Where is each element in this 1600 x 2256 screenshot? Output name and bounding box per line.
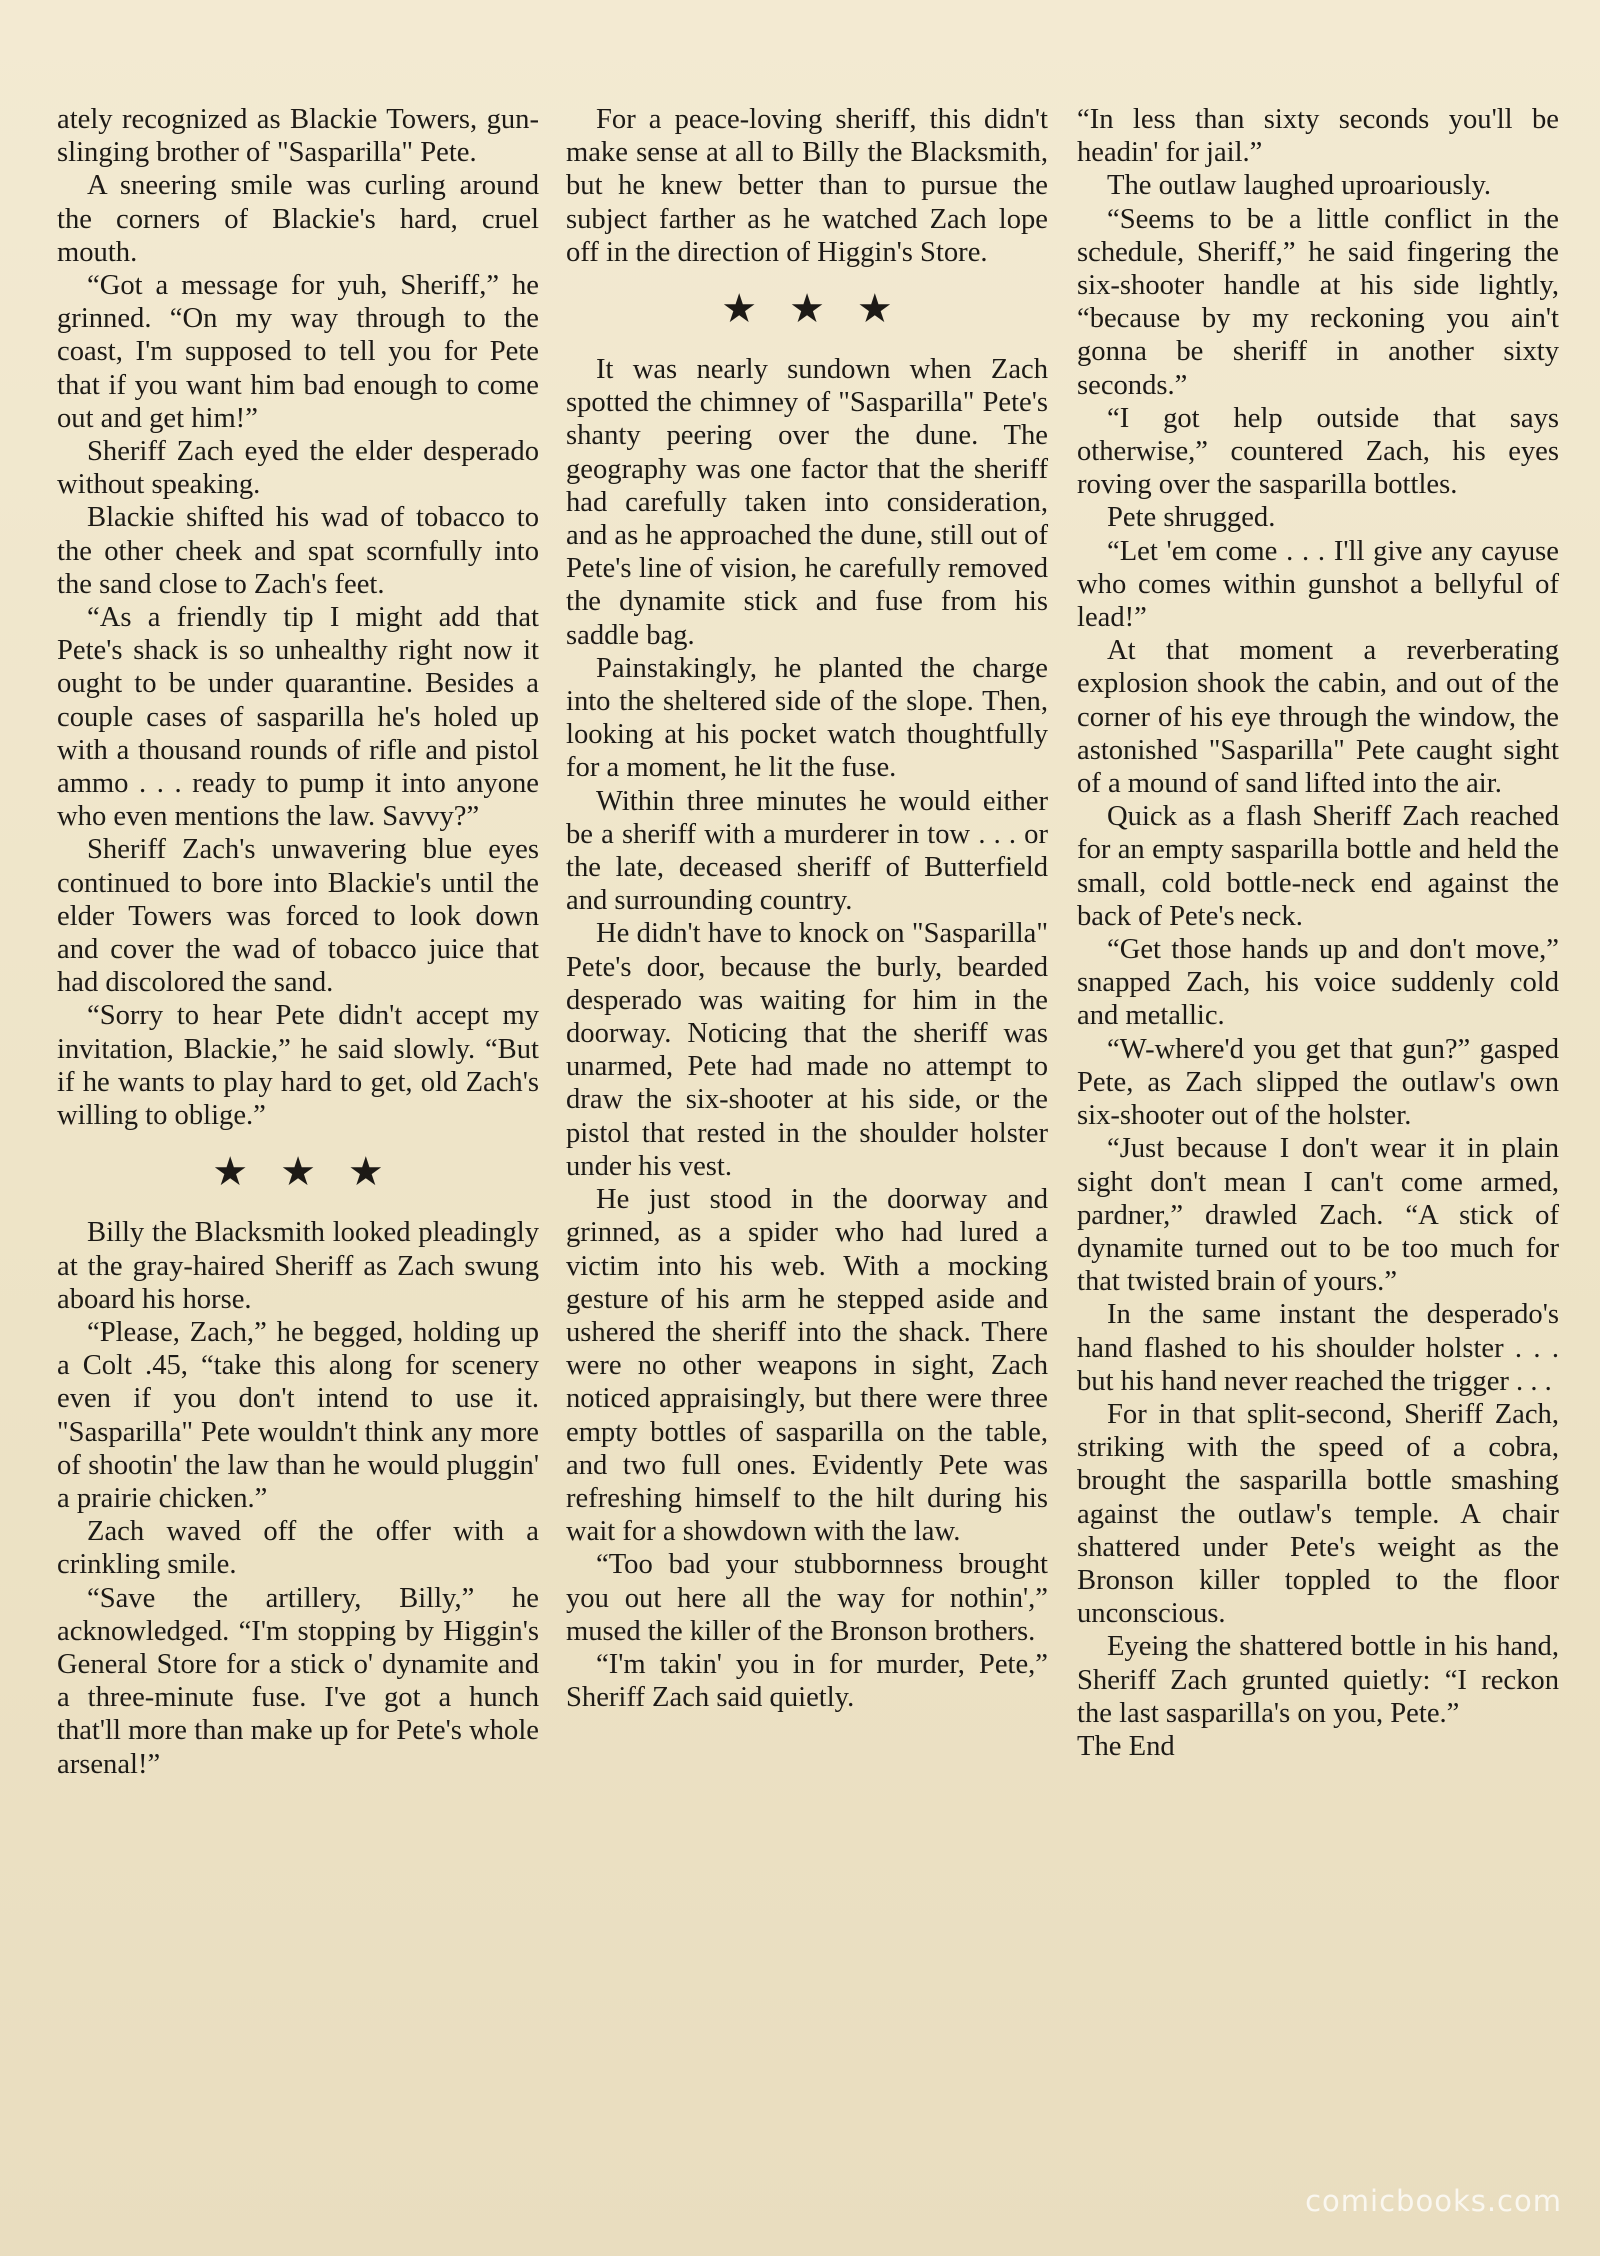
text-column-1 [57, 103, 539, 1781]
paragraph: “Too bad your stubbornness brought you out here all the way for nothin',” mused the killer of the Bronson brothers. [566, 1549, 1048, 1647]
paragraph: At that moment a reverberating explosion shook the cabin, and out of the corner of his eye through the window, the astonished "Sasparilla" Pete caught sight of a mound of sand lifted into the air. [1077, 635, 1559, 800]
paragraph: The outlaw laughed uproariously. [1107, 170, 1492, 202]
paragraph: “I'm takin' you in for murder, Pete,” Sheriff Zach said quietly. [566, 1648, 1048, 1714]
section-break-stars [566, 286, 1048, 333]
paragraph: Within three minutes he would either be a sheriff with a murderer in tow . . . or the late, deceased sheriff of Butterfield and surrounding country. [566, 785, 1048, 917]
paragraph: He just stood in the doorway and grinned, as a spider who had lured a victim into his web. With a mocking gesture of his arm he stepped aside and ushered the sheriff into the shack. There were no other weapons in sight, Zach noticed appraisingly, but there were three empty bottles of sasparilla on the table, and two full ones. Evidently Pete was refreshing himself to the hilt during his wait for a showdown with the law. [566, 1184, 1048, 1548]
paragraph: “In less than sixty seconds you'll be headin' for jail.” [1077, 104, 1559, 169]
star-icon: ★ [721, 286, 758, 333]
paragraph: ately recognized as Blackie Towers, gun-slinging brother of "Sasparilla" Pete. [57, 104, 539, 169]
paragraph: A sneering smile was curling around the corners of Blackie's hard, cruel mouth. [57, 170, 539, 268]
text-column-3 [1077, 103, 1559, 1763]
paragraph: In the same instant the desperado's hand flashed to his shoulder holster . . . but his hand never reached the trigger . . . [1077, 1299, 1559, 1397]
paragraph: Eyeing the shattered bottle in his hand, Sheriff Zach grunted quietly: “I reckon the last sasparilla's on you, Pete.” [1077, 1631, 1559, 1729]
paragraph: “Please, Zach,” he begged, holding up a Colt .45, “take this along for scenery even if you don't intend to use it. "Sasparilla" Pete wouldn't think any more of shootin' the law than he would pluggin' a prairie chicken.” [57, 1316, 539, 1514]
paragraph: “Let 'em come . . . I'll give any cayuse who comes within gunshot a bellyful of lead!” [1077, 535, 1559, 634]
paragraph: “Seems to be a little conflict in the schedule, Sheriff,” he said fingering the six-shooter handle at his side lightly, “because by my reckoning you ain't gonna be sheriff in another sixty seconds.” [1077, 203, 1559, 401]
text-column-2 [566, 103, 1048, 1714]
paragraph: “Got a message for yuh, Sheriff,” he grinned. “On my way through to the coast, I'm supposed to tell you for Pete that if you want him bad enough to come out and get him!” [57, 270, 539, 434]
paragraph: Painstakingly, he planted the charge into the sheltered side of the slope. Then, looking at his pocket watch thoughtfully for a moment, he lit the fuse. [566, 652, 1048, 784]
paragraph: For a peace-loving sheriff, this didn't make sense at all to Billy the Blacksmith, but he knew better than to pursue the subject farther as he watched Zach lope off in the direction of Higgin's Store. [566, 104, 1048, 268]
paragraph: Pete shrugged. [1107, 502, 1276, 534]
star-icon: ★ [789, 286, 825, 333]
paragraph: Quick as a flash Sheriff Zach reached for an empty sasparilla bottle and held the small, cold bottle-neck end against the back of Pete's neck. [1077, 801, 1559, 932]
star-icon: ★ [280, 1149, 316, 1196]
star-icon: ★ [856, 286, 893, 333]
paragraph: Zach waved off the offer with a crinkling smile. [57, 1516, 539, 1581]
paragraph: Billy the Blacksmith looked pleadingly at the gray-haired Sheriff as Zach swung aboard his horse. [57, 1217, 539, 1315]
paragraph: It was nearly sundown when Zach spotted the chimney of "Sasparilla" Pete's shanty peering over the dune. The geography was one factor that the sheriff had carefully taken into consideration, and as he approached the dune, still out of Pete's line of vision, he carefully removed the dynamite stick and fuse from his saddle bag. [566, 354, 1048, 651]
paragraph: “W-where'd you get that gun?” gasped Pete, as Zach slipped the outlaw's own six-shooter out of the holster. [1077, 1033, 1559, 1132]
paragraph: “Sorry to hear Pete didn't accept my invitation, Blackie,” he said slowly. “But if he wants to play hard to get, old Zach's willing to oblige.” [57, 1000, 539, 1132]
paragraph: “Get those hands up and don't move,” snapped Zach, his voice suddenly cold and metallic. [1077, 934, 1559, 1032]
section-break-stars [57, 1149, 539, 1196]
paragraph: Sheriff Zach eyed the elder desperado without speaking. [57, 436, 539, 501]
paragraph: For in that split-second, Sheriff Zach, striking with the speed of a cobra, brought the sasparilla bottle smashing against the outlaw's temple. A chair shattered under Pete's weight as the Bronson killer toppled to the floor unconscious. [1077, 1398, 1559, 1630]
star-icon: ★ [347, 1149, 384, 1196]
paragraph: “Just because I don't wear it in plain sight don't mean I can't come armed, pardner,” drawled Zach. “A stick of dynamite turned out to be too much for that twisted brain of yours.” [1077, 1133, 1559, 1298]
watermark: comicbooks.com [1305, 2184, 1562, 2218]
paragraph: Blackie shifted his wad of tobacco to the other cheek and spat scornfully into the sand close to Zach's feet. [57, 502, 539, 600]
star-icon: ★ [212, 1149, 249, 1196]
story-ending: The End [1077, 1730, 1175, 1762]
paragraph: Sheriff Zach's unwavering blue eyes continued to bore into Blackie's until the elder Towers was forced to look down and cover the wad of tobacco juice that had discolored the sand. [57, 834, 539, 999]
paragraph: He didn't have to knock on "Sasparilla" Pete's door, because the burly, bearded desperado was waiting for him in the doorway. Noticing that the sheriff was unarmed, Pete had made no attempt to draw the six-shooter at his side, or the pistol that rested in the shoulder holster under his vest. [566, 918, 1048, 1182]
paragraph: “I got help outside that says otherwise,” countered Zach, his eyes roving over the sasparilla bottles. [1077, 402, 1559, 501]
paragraph: “Save the artillery, Billy,” he acknowledged. “I'm stopping by Higgin's General Store for a stick o' dynamite and a three-minute fuse. I've got a hunch that'll more than make up for Pete's whole arsenal!” [57, 1582, 539, 1780]
paragraph: “As a friendly tip I might add that Pete's shack is so unhealthy right now it ought to be under quarantine. Besides a couple cases of sasparilla he's holed up with a thousand rounds of rifle and pistol ammo . . . ready to pump it into anyone who even mentions the law. Savvy?” [57, 602, 539, 833]
